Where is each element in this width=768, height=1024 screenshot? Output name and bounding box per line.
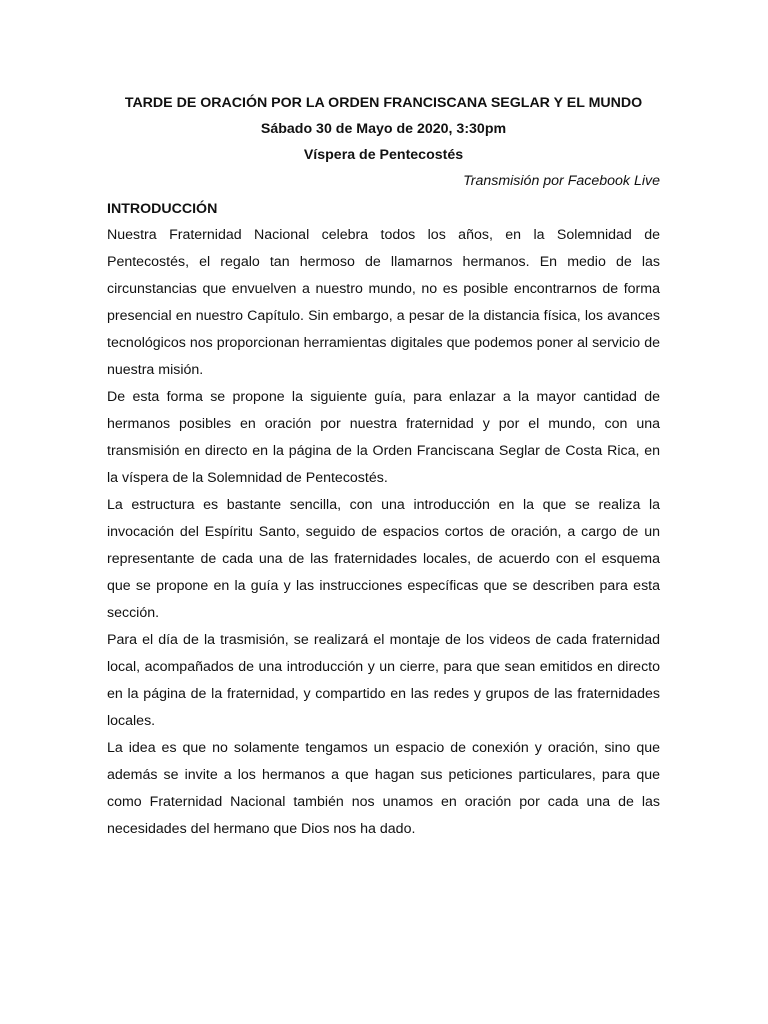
paragraph-1: Nuestra Fraternidad Nacional celebra todos los años, en la Solemnidad de Pentecostés, el regalo tan hermoso de llamarnos hermanos. En medio de las circunstancias que envuelven a nuestro mundo, no es posible encontrarnos de forma presencial en nuestro Capítulo. Sin embargo, a pesar de la distancia física, los avances tecnológicos nos proporcionan herramientas digitales que podemos poner al servicio de nuestra misión. xyxy=(107,227,660,378)
document-title: TARDE DE ORACIÓN POR LA ORDEN FRANCISCANA SEGLAR Y EL MUNDO xyxy=(124,95,643,111)
paragraph-4: Para el día de la trasmisión, se realizará el montaje de los videos de cada fraternidad local, acompañados de una introducción y un cierre, para que sean emitidos en directo en la página de la fraternidad, y compartido en las redes y grupos de las fraternidades locales. xyxy=(107,632,660,729)
introduction-heading: INTRODUCCIÓN xyxy=(107,201,218,217)
broadcast-note: Transmisión por Facebook Live xyxy=(463,173,660,189)
event-occasion: Víspera de Pentecostés xyxy=(303,147,464,163)
paragraph-5: La idea es que no solamente tengamos un espacio de conexión y oración, sino que además se invite a los hermanos a que hagan sus peticiones particulares, para que como Fraternidad Nacional también nos unamos en oración por cada una de las necesidades del hermano que Dios nos ha dado. xyxy=(107,740,660,837)
paragraph-3: La estructura es bastante sencilla, con una introducción en la que se realiza la invocación del Espíritu Santo, seguido de espacios cortos de oración, a cargo de un representante de cada una de las fraternidades locales, de acuerdo con el esquema que se propone en la guía y las instrucciones específicas que se describen para esta sección. xyxy=(107,497,660,621)
event-date: Sábado 30 de Mayo de 2020, 3:30pm xyxy=(260,121,507,137)
document-page xyxy=(107,90,660,843)
paragraph-2: De esta forma se propone la siguiente guía, para enlazar a la mayor cantidad de hermanos posibles en oración por nuestra fraternidad y por el mundo, con una transmisión en directo en la página de la Orden Franciscana Seglar de Costa Rica, en la víspera de la Solemnidad de Pentecostés. xyxy=(107,389,660,486)
